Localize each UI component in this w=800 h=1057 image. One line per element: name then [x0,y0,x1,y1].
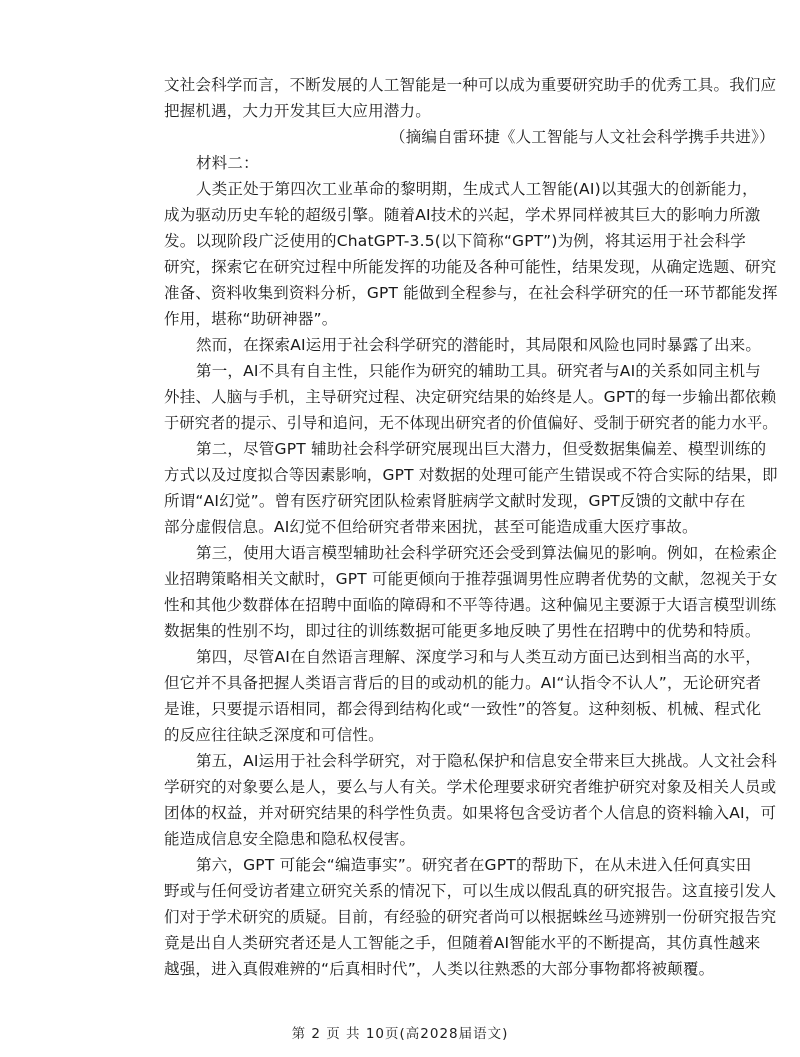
text-line: 人类正处于第四次工业革命的黎明期，生成式人工智能(AI)以其强大的创新能力， [196,180,758,198]
text-line: 但它并不具备把握人类语言背后的目的或动机的能力。AI“认指令不认人”，无论研究者 [164,674,762,692]
text-line: 数据集的性别不均，即过往的训练数据可能更多地反映了男性在招聘中的优势和特质。 [164,622,761,640]
text-line: 然而，在探索AI运用于社会科学研究的潜能时，其局限和风险也同时暴露了出来。 [196,336,762,354]
text-line: 性和其他少数群体在招聘中面临的障碍和不平等待遇。这种偏见主要源于大语言模型训练 [164,596,777,614]
text-line: 外挂、人脑与手机，主导研究过程、决定研究结果的始终是人。GPT的每一步输出都依赖 [164,388,777,406]
section-heading: 材料二： [196,154,259,172]
text-line: 第三，使用大语言模型辅助社会科学研究还会受到算法偏见的影响。例如，在检索企 [196,544,777,562]
text-line: 所谓“AI幻觉”。曾有医疗研究团队检索肾脏病学文献时发现，GPT反馈的文献中存在 [164,492,746,510]
text-line: 们对于学术研究的质疑。目前，有经验的研究者尚可以根据蛛丝马迹辨别一份研究报告究 [164,908,777,926]
text-line: 方式以及过度拟合等因素影响，GPT 对数据的处理可能产生错误或不符合实际的结果，即 [164,466,778,484]
text-line: 成为驱动历史车轮的超级引擎。随着AI技术的兴起，学术界同样被其巨大的影响力所激 [164,206,761,224]
text-line: 第五，AI运用于社会科学研究，对于隐私保护和信息安全带来巨大挑战。人文社会科 [196,752,777,770]
text-line: 第一，AI不具有自主性，只能作为研究的辅助工具。研究者与AI的关系如同主机与 [196,362,761,380]
text-line: 第六，GPT 可能会“编造事实”。研究者在GPT的帮助下，在从未进入任何真实田 [196,856,752,874]
text-line: 第四，尽管AI在自然语言理解、深度学习和与人类互动方面已达到相当高的水平， [196,648,762,666]
text-line: 能造成信息安全隐患和隐私权侵害。 [164,830,416,848]
text-line: 越强，进入真假难辨的“后真相时代”，人类以往熟悉的大部分事物都将被颠覆。 [164,960,715,978]
text-line: 学研究的对象要么是人，要么与人有关。学术伦理要求研究者维护研究对象及相关人员或 [164,778,777,796]
text-line: 团体的权益，并对研究结果的科学性负责。如果将包含受访者个人信息的资料输入AI，可 [164,804,777,822]
page-footer: 第 2 页 共 10页(高2028届语文) [291,1026,509,1042]
text-line: 第二，尽管GPT 辅助社会科学研究展现出巨大潜力，但受数据集偏差、模型训练的 [196,440,767,458]
text-line: 部分虚假信息。AI幻觉不但给研究者带来困扰，甚至可能造成重大医疗事故。 [164,518,698,536]
text-line: 作用，堪称“助研神器”。 [164,310,338,328]
text-line: 野或与任何受访者建立研究关系的情况下，可以生成以假乱真的研究报告。这直接引发人 [164,882,777,900]
source-citation: （摘编自雷环捷《人工智能与人文社会科学携手共进》） [390,128,775,146]
text-line: 研究，探索它在研究过程中所能发挥的功能及各种可能性，结果发现，从确定选题、研究 [164,258,777,276]
text-line: 业招聘策略相关文献时，GPT 可能更倾向于推荐强调男性应聘者优势的文献，忽视关于女 [164,570,778,588]
text-line: 是谁，只要提示语相同，都会得到结构化或“一致性”的答复。这种刻板、机械、程式化 [164,700,762,718]
text-line: 于研究者的提示、引导和追问，无不体现出研究者的价值偏好、受制于研究者的能力水平。 [164,414,778,432]
text-line: 文社会科学而言，不断发展的人工智能是一种可以成为重要研究助手的优秀工具。我们应 [164,76,777,94]
text-line: 的反应往往缺乏深度和可信性。 [164,726,384,744]
text-line: 准备、资料收集到资料分析，GPT 能做到全程参与，在社会科学研究的任一环节都能发挥 [164,284,778,302]
text-line: 发。以现阶段广泛使用的ChatGPT-3.5(以下简称“GPT”)为例，将其运用于社会科学 [164,232,747,250]
text-line: 竟是出自人类研究者还是人工智能之手，但随着AI智能水平的不断提高，其仿真性越来 [164,934,761,952]
text-line: 把握机遇，大力开发其巨大应用潜力。 [164,102,431,120]
